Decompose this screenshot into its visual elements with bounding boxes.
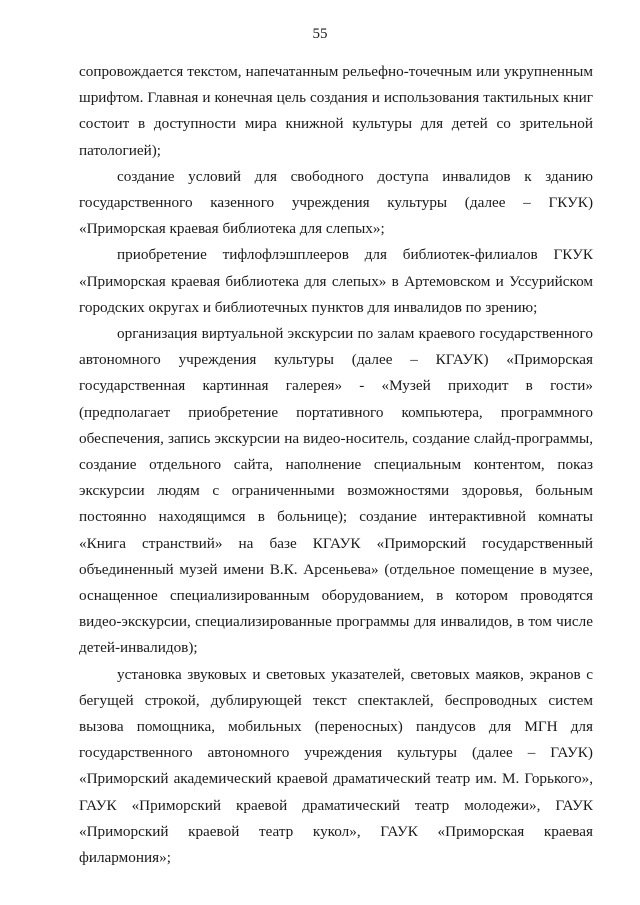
paragraph-tactile-books: сопровождается текстом, напечатанным рельефно-точечным или укрупненным шрифтом. Главная и конечная цель создания и использования тактильных книг состоит в доступности мира книжной культуры для детей со зрительной патологией); <box>79 63 593 159</box>
paragraph-library-access: создание условий для свободного доступа инвалидов к зданию государственного казенного учреждения культуры (далее – ГКУК) «Приморская краевая библиотека для слепых»; <box>79 167 593 238</box>
paragraph-tiflo-players: приобретение тифлофлэшплееров для библиотек-филиалов ГКУК «Приморская краевая библиотека для слепых» в Артемовском и Уссурийском городских округах и библиотечных пунктов для инвалидов по зрению; <box>79 246 593 316</box>
paragraph-sound-light-signs: установка звуковых и световых указателей, световых маяков, экранов с бегущей строкой, дублирующей текст спектаклей, беспроводных систем вызова помощника, мобильных (переносных) пандусов для МГН для государственного автономного учреждения культуры (далее – ГАУК) «Приморский академический краевой драматический театр им. М. Горького», ГАУК «Приморский краевой драматический театр молодежи», ГАУК «Приморский краевой театр кукол», ГАУК «Приморская краевая филармония»; <box>79 665 593 867</box>
page-number: 55 <box>312 26 328 42</box>
paragraph-virtual-excursion: организация виртуальной экскурсии по залам краевого государственного автономного учреждения культуры (далее – КГАУК) «Приморская государственная картинная галерея» - «Музей приходит в гости» (предполагает приобретение портативного компьютера, программного обеспечения, запись экскурсии на видео-носитель, создание слайд-программы, создание отдельного сайта, наполнение специальным контентом, показ экскурсии людям с ограниченными возможностями здоровья, больным постоянно находящимся в больнице); создание интерактивной комнаты «Книга странствий» на базе КГАУК «Приморский государственный объединенный музей имени В.К. Арсеньева» (отдельное помещение в музее, оснащенное специализированным оборудованием, в котором проводятся видео-экскурсии, специализированные программы для инвалидов, в том числе детей-инвалидов); <box>79 325 593 657</box>
body-text <box>79 59 593 871</box>
